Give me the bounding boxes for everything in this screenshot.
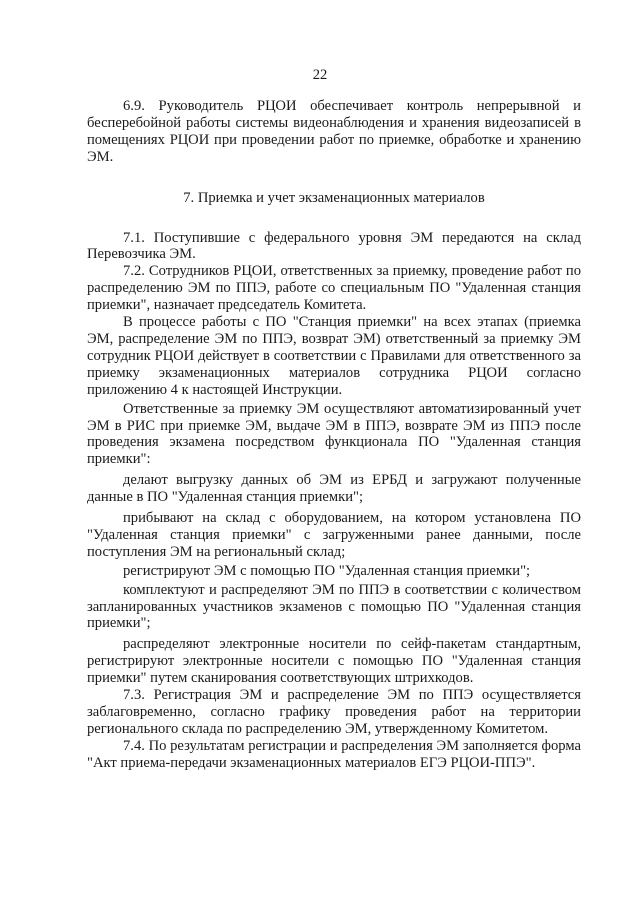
- list-item: прибывают на склад с оборудованием, на котором установлена ПО "Удаленная станция приемки" с загруженными ранее данными, после поступления ЭМ на региональный склад;: [87, 510, 581, 560]
- paragraph-station-process: В процессе работы с ПО "Станция приемки" на всех этапах (приемка ЭМ, распределение ЭМ по ППЭ, возврат ЭМ) ответственный за приемку ЭМ сотрудник РЦОИ действует в соответствии с Правилами для ответственного за приемку экзаменационных материалов сотрудника РЦОИ согласно приложению 4 к настоящей Инструкции.: [87, 314, 581, 398]
- paragraph-7-3: 7.3. Регистрация ЭМ и распределение ЭМ по ППЭ осуществляется заблаговременно, согласно графику проведения работ на территории регионального склада по распределению ЭМ, утвержденному Комитетом.: [87, 687, 581, 737]
- paragraph-responsible-accounting: Ответственные за приемку ЭМ осуществляют автоматизированный учет ЭМ в РИС при приемке ЭМ, выдаче ЭМ в ППЭ, возврате ЭМ из ППЭ после проведения экзамена посредством функционала ПО "Удаленная станция приемки":: [87, 400, 581, 468]
- list-item: регистрируют ЭМ с помощью ПО "Удаленная станция приемки";: [123, 562, 531, 579]
- paragraph-7-4: 7.4. По результатам регистрации и распределения ЭМ заполняется форма "Акт приема-передачи экзаменационных материалов ЕГЭ РЦОИ-ППЭ".: [87, 737, 581, 771]
- paragraph-7-1: 7.1. Поступившие с федерального уровня ЭМ передаются на склад Перевозчика ЭМ.: [87, 229, 581, 263]
- list-item: делают выгрузку данных об ЭМ из ЕРБД и загружают полученные данные в ПО "Удаленная станция приемки";: [87, 472, 581, 506]
- paragraph-6-9: 6.9. Руководитель РЦОИ обеспечивает контроль непрерывной и бесперебойной работы системы видеонаблюдения и хранения видеозаписей в помещениях РЦОИ при проведении работ по приемке, обработке и хранению ЭМ.: [87, 98, 581, 165]
- section-heading-7: 7. Приемка и учет экзаменационных материалов: [183, 189, 485, 206]
- document-body: [87, 98, 581, 772]
- page-number: 22: [312, 67, 328, 83]
- list-item: комплектуют и распределяют ЭМ по ППЭ в соответствии с количеством запланированных участников экзаменов с помощью ПО "Удаленная станция приемки";: [87, 581, 581, 632]
- paragraph-7-2: 7.2. Сотрудников РЦОИ, ответственных за приемку, проведение работ по распределению ЭМ по ППЭ, работе со специальным ПО "Удаленная станция приемки", назначает председатель Комитета.: [87, 263, 581, 314]
- list-item: распределяют электронные носители по сейф-пакетам стандартным, регистрируют электронные носители с помощью ПО "Удаленная станция приемки" путем сканирования соответствующих штрихкодов.: [87, 636, 581, 687]
